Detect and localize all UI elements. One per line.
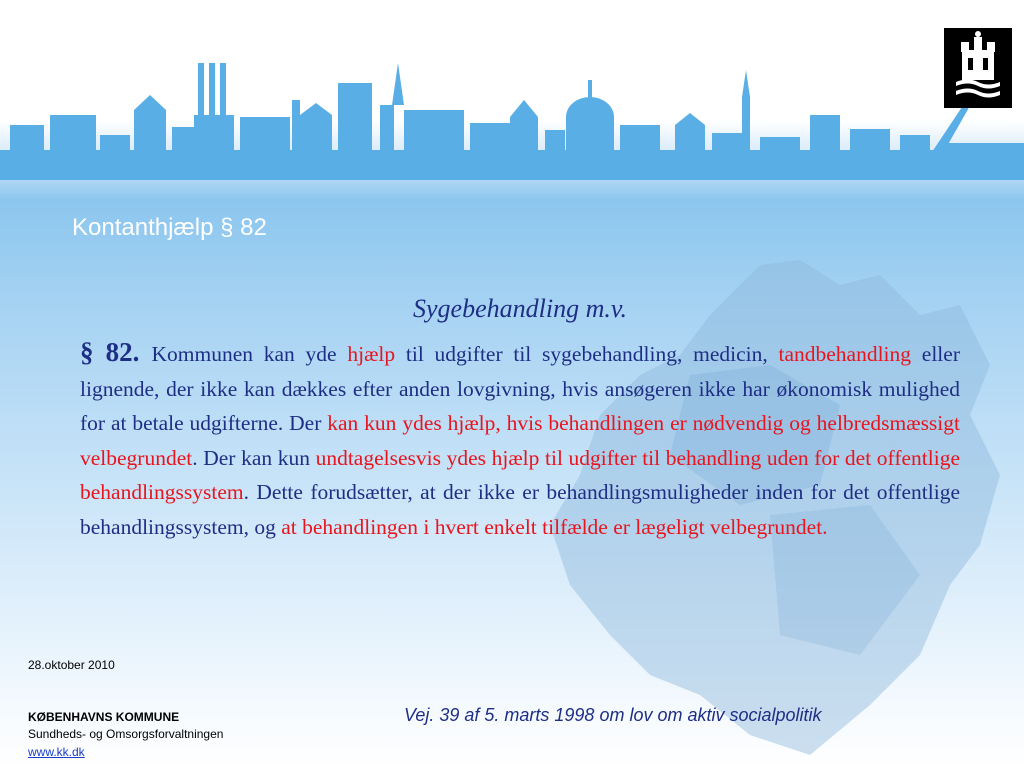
slide-title: Kontanthjælp § 82 <box>72 214 267 241</box>
highlight-segment: undtagelsesvis ydes hjælp til udgifter til behandling uden for det offentlige behandlingssystem <box>80 445 960 504</box>
text-segment: eller lignende, der ikke kan dækkes efter anden lovgivning, hvis ansøgeren ikke har økonomisk mulighed for at betale udgifterne. Der <box>80 342 960 435</box>
website-link[interactable]: www.kk.dk <box>28 745 85 759</box>
copenhagen-coat-of-arms-icon <box>944 28 1012 108</box>
highlight-segment: hjælp <box>347 342 396 366</box>
law-reference: Vej. 39 af 5. marts 1998 om lov om aktiv socialpolitik <box>404 705 822 725</box>
city-skyline-illustration <box>0 55 1024 180</box>
text-segment: . Der kan kun <box>192 445 316 470</box>
highlight-segment: kan kun ydes hjælp, hvis behandlingen er nødvendig og helbredsmæssigt velbegrundet <box>80 411 960 470</box>
section-subtitle: Sygebehandling m.v. <box>413 294 627 323</box>
text-segment: til udgifter til sygebehandling, medicin, <box>395 342 779 366</box>
text-segment: Kommunen kan yde <box>151 342 348 366</box>
date-label: 28.oktober 2010 <box>28 658 115 672</box>
organization-name: KØBENHAVNS KOMMUNE <box>28 710 180 724</box>
section-number: § 82. <box>80 337 152 367</box>
law-text-paragraph <box>80 335 960 544</box>
highlight-segment: at behandlingen i hvert enkelt tilfælde er lægeligt velbegrundet. <box>281 514 828 539</box>
highlight-segment: tandbehandling <box>778 342 912 366</box>
text-segment: . Dette forudsætter, at der ikke er behandlingsmuligheder inden for det offentlige behandlingssystem, og <box>80 480 960 539</box>
department-name: Sundheds- og Omsorgsforvaltningen <box>28 727 224 741</box>
